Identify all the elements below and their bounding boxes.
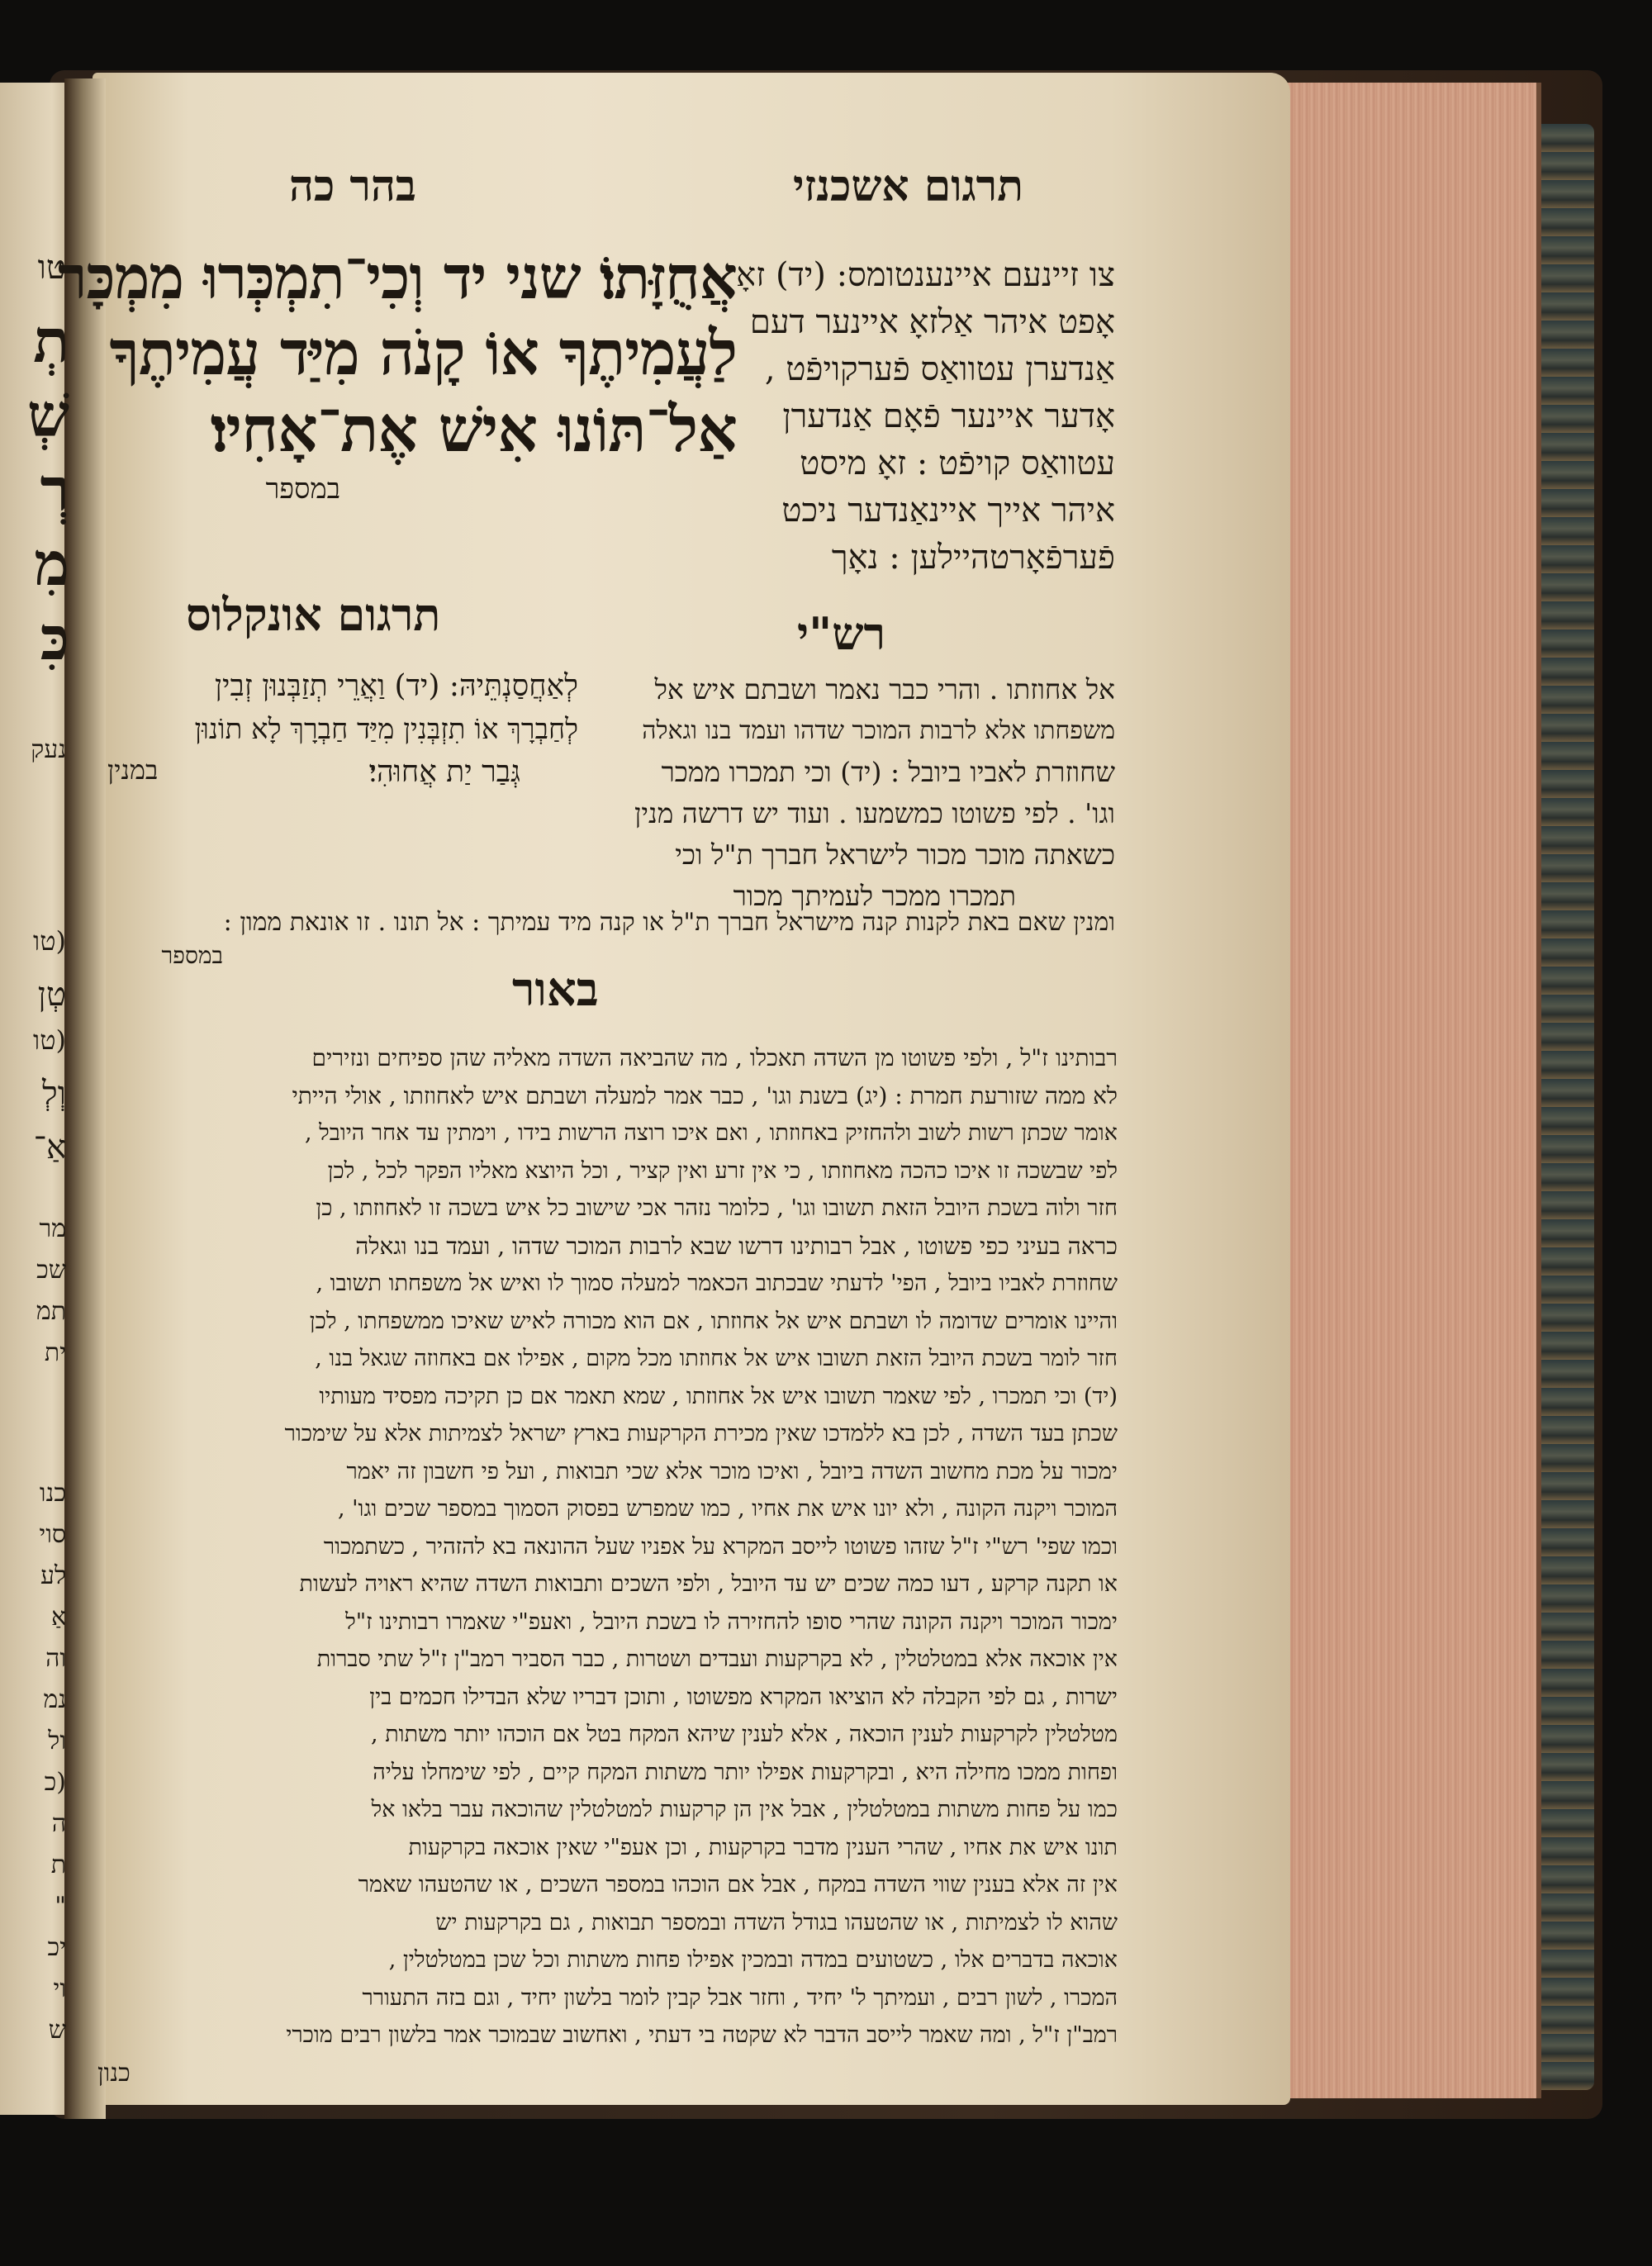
onkelos-catchword: במנין — [107, 754, 159, 786]
yiddish-line: עטוואַס קויפֿט : זאָ מיסט — [800, 444, 1115, 482]
biur-line: ישרות , גם לפי הקבלה לא הוציאו המקרא מפשוטו , ותוכן דבריו שלא הבדילו חכמים בין — [369, 1684, 1118, 1710]
left-fragment: טְן — [37, 976, 66, 1014]
page-fore-edge — [1272, 83, 1541, 2098]
biur-line: חזר לומר בשכת היובל הזאת תשובו איש אל אחוזתו מכל מקום , אפילו אם באחוזה שגאל בנו , — [315, 1346, 1118, 1371]
rashi-line: משפחתו אלא לרבות המוכר שדהו ועמד בנו וגאלה — [642, 716, 1115, 745]
biur-line: אין אוכאה אלא במטלטלין , לא בקרקעות ועבדים ושטרות , כבר הסביר רמב"ן ז"ל שתי סברות — [316, 1646, 1118, 1672]
biur-line: שכתן בעד השדה , לכן בא ללמדכו שאין מכירת הקרקעות בארץ ישראל לצמיתות אלא על שימכור — [284, 1421, 1118, 1447]
biur-line: תונו איש את אחיו , שהרי הענין מדבר בקרקעות , וכן אעפ"י שאין אוכאה בקרקעות — [408, 1834, 1118, 1860]
biur-line: לפי שבשכה זו איכו כהכה מאחוזתו , כי אין זרע ואין קציר , וכל היוצא מאליו הפקר לכל , לכן — [327, 1157, 1118, 1184]
left-fragment: טו — [37, 249, 66, 287]
yiddish-line: איהר אייך איינאַנדער ניכט — [781, 492, 1115, 530]
left-fragment: מִ — [34, 529, 69, 599]
biur-line: אוכאה בדברים אלו , כשטועים במדה ובמכין אפילו פחות משתות וכל שכן במטלטלין , — [388, 1947, 1118, 1973]
biur-line: ופחות ממכו מחילה היא , ובקרקעות אפילו יותר משתות המקח קיים , לפי שימחלו עליה — [373, 1759, 1118, 1785]
biur-line: והיינו אומרים שדומה לו ושבתם איש אל אחוזתו , אם הוא מכורה לאיש שאיכו ממשפחתו , לכן — [309, 1308, 1118, 1334]
biur-line: שהוא לו לצמיתות , או שהטעהו בגודל השדה ובמספר תבואות , גם בקרקעות יש — [435, 1909, 1118, 1936]
biur-line: ימכור על מכת מחשוב השדה ביובל , ואיכו מוכר אלא שכי תבואות , ועל פי חשבון זה יאמר — [346, 1458, 1118, 1485]
biur-line: (יד) וכי תמכרו , לפי שאמר תשובו איש אל אחוזתו , שמא תאמר אם כן תקיכה מפסיד מעותיו — [319, 1383, 1118, 1409]
yiddish-line: אַנדערן עטוואַס פֿערקויפֿט , — [764, 350, 1115, 388]
onkelos-line: לְאַחֲסַנְתֵּיהּ: (יד) וַאֲרֵי תְזַבְּנוּן זְבִין — [214, 669, 578, 703]
onkelos-text — [91, 665, 578, 789]
left-fragment: " — [55, 1892, 66, 1921]
left-fragment: ית — [44, 1338, 66, 1367]
verse-line: לַעֲמִיתֶךָ אוֹ קָנֹה מִיַּד עֲמִיתֶךָ — [109, 318, 737, 389]
left-fragment: תְ — [33, 306, 69, 376]
rashi-line: תמכרו ממכר לעמיתך מכור — [733, 880, 1016, 912]
biur-line: אין זה אלא בענין שווי השדה במקח , אבל אם הוכהו במספר השכים , או שהטעהו שאמר — [358, 1872, 1118, 1898]
left-fragment: וְלְ — [42, 1075, 66, 1113]
biur-line: המוכר ויקנה הקונה , ולא יונו איש את אחיו , כמו שמפרש בפסוק הסמוך במספר שכים וגו' , — [337, 1496, 1118, 1522]
yiddish-line: פֿערפֿאָרטהיילען : נאָך — [831, 539, 1115, 577]
biur-line: שחוזרת לאביו ביובל , הפי' לדעתי שבכתוב הכאמר למעלה סמוך לו ואיש אל משפחתו תשובו , — [316, 1271, 1118, 1296]
yiddish-translation — [727, 252, 1115, 582]
rashi-line: וגו' . לפי פשוטו כמשמעו . ועוד יש דרשה מנין — [634, 797, 1115, 829]
left-fragment: שכ — [36, 1256, 66, 1285]
onkelos-line: לְחַבְרָךְ אוֹ תִזְבְּנִין מִיַּד חַבְרָךְ לָא תוֹנוּן — [194, 713, 578, 746]
biur-line: מטלטלין לקרקעות לענין הוכאה , אלא לענין שיהא המקח בטל אם הוכהו יותר משתות , — [371, 1722, 1118, 1747]
left-fragment: אַ — [50, 1603, 66, 1632]
biur-title: באור — [512, 962, 599, 1017]
rashi-catchword: במספר — [161, 942, 223, 969]
biur-line: רבותינו ז"ל , ולפי פשוטו מן השדה תאכלו , מה שהביאה השדה מאליה שהן ספיחים ונזירים — [311, 1044, 1118, 1071]
left-fragment: סוי — [39, 1520, 66, 1549]
rashi-line: אל אחוזתו . והרי כבר נאמר ושבתם איש אל — [654, 673, 1115, 705]
left-fragment: רְ — [40, 454, 69, 525]
left-fragment: (טו — [33, 1024, 66, 1056]
yiddish-line: צו זיינעם איינענטומס: (יד) זאָ — [736, 256, 1115, 294]
left-fragment: שְׁ — [27, 380, 69, 450]
left-fragment: נמ — [43, 1685, 66, 1714]
left-fragment: כִּ — [40, 603, 69, 673]
left-fragment: נעק — [31, 735, 66, 764]
left-fragment: יכ — [47, 1933, 66, 1962]
verse-block — [58, 240, 737, 506]
biur-line: אומר שכתן רשות לשוב ולהחזיק באחוזתו , ואם איכו רוצה הרשות בידו , וימתין עד אחר היובל , — [305, 1120, 1118, 1146]
left-fragment: וה — [45, 1644, 66, 1673]
left-fragment: כנו — [39, 1479, 66, 1508]
biur-line: רמב"ן ז"ל , ומה שאמר לייסב הדבר לא שקטה בי דעתי , ואחשוב שבמוכר אמר בלשון רבים מוכרי — [286, 2022, 1118, 2048]
running-header-right: תרגום אשכנזי — [793, 161, 1023, 211]
left-fragment: אַ־ — [33, 1128, 66, 1166]
onkelos-line: גְּבַר יַת אֲחוּהִי׃ — [368, 755, 520, 789]
left-fragment: ת — [50, 1850, 66, 1879]
biur-commentary — [89, 1039, 1118, 2092]
verse-catchword: במספר — [265, 473, 340, 506]
verse-line: אַל־תּוֹנוּ אִישׁ אֶת־אָחִיו׃ — [211, 392, 737, 466]
verse-line: אֲחֻזָּתוֹ׃ שני יד וְכִי־תִמְכְּרוּ מִמְכָּר — [58, 242, 737, 312]
biur-line: או תקנה קרקע , דעו כמה שכים יש עד היובל , ולפי השכים ותבואות השדה שהיא ראויה לעשות — [299, 1571, 1118, 1597]
left-fragment: ה — [51, 1809, 66, 1838]
left-fragment: (טו — [33, 925, 66, 957]
biur-line: חזר ולוה בשכת היובל הזאת תשובו וגו' , כלומר נזהר אכי שישוב כל איש בשכה זו לאחוזתו , כן — [316, 1195, 1118, 1221]
biur-line: כראה בעיני כפי פשוטו , אבל רבותינו דרשו שבא לרבות המוכר שדהו , ועמד בנו וגאלה — [355, 1232, 1118, 1260]
biur-line: כמו על פחות משתות במטלטלין , אבל אין הן קרקעות למטלטלין שהוכאה עבר בלאו אל — [371, 1797, 1118, 1822]
rashi-commentary — [578, 669, 1115, 917]
rashi-title: רש"י — [797, 607, 886, 660]
yiddish-line: אָפט איהר אַלזאָ איינער דעם — [749, 303, 1115, 341]
onkelos-title: תרגום אונקלוס — [186, 588, 441, 641]
biur-catchword: כנון — [97, 2058, 131, 2088]
left-fragment: ול — [48, 1727, 66, 1755]
left-page-fragments — [3, 0, 69, 2266]
rashi-line: כשאתה מוכר מכור לישראל חברך ת"ל וכי — [675, 838, 1115, 871]
left-fragment: (כ — [44, 1768, 66, 1797]
left-fragment: לע — [40, 1561, 66, 1590]
biur-line: וכמו שפי' רש"י ז"ל שזהו פשוטו לייסב המקרא על אפניו שעל ההונאה בא להזהיר , כשתמכור — [323, 1533, 1118, 1560]
biur-line: לא ממה שזורעת חמרת : (יג) בשנת וגו' , כבר אמר למעלה ושבתם איש לאחוזתו , אולי הייתי — [292, 1081, 1118, 1109]
left-fragment: מר — [39, 1214, 66, 1243]
left-fragment: תמ — [36, 1297, 66, 1326]
biur-line: המכרו , לשון רבים , ועמיתך ל' יחיד , וחזר אבל קבין לומר בלשון יחיד , וגם בזה התעורר — [362, 1984, 1118, 2011]
biur-line: ימכור המוכר ויקנה הקונה שהרי סופו להחזירה לו בשכת היובל , ואעפ"י שאמרו רבותינו ז"ל — [345, 1608, 1118, 1635]
rashi-continuation — [91, 905, 1115, 971]
rashi-line: ומנין שאם באת לקנות קנה מישראל חברך ת"ל או קנה מיד עמיתך : אל תונו . זו אונאת ממון : — [223, 908, 1115, 937]
left-fragment: וי — [53, 1974, 66, 2003]
yiddish-line: אָדער איינער פֿאָם אַנדערן — [782, 397, 1115, 435]
rashi-line: שחוזרת לאביו ביובל : (יד) וכי תמכרו ממכר — [661, 756, 1115, 788]
left-fragment: ש — [48, 2016, 66, 2045]
running-header-left: בהר כה — [289, 161, 416, 211]
